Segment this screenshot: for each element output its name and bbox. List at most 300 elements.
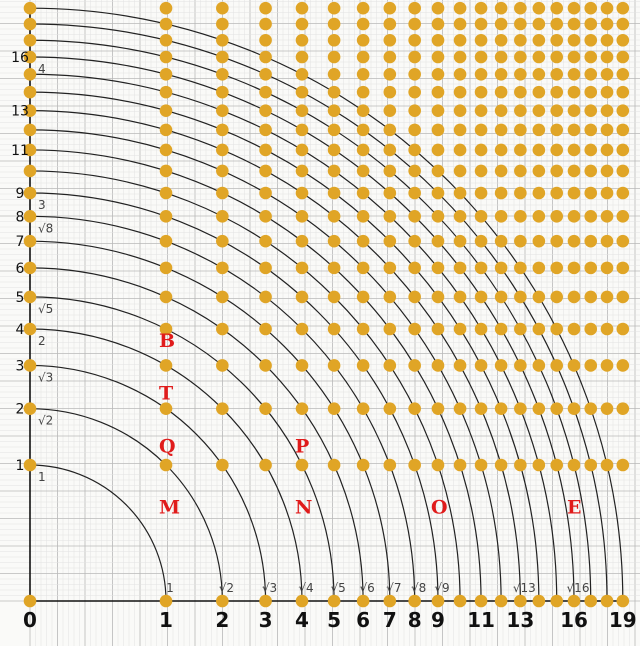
lattice-point [617, 144, 630, 157]
lattice-point [408, 124, 421, 137]
lattice-point [601, 34, 614, 47]
lattice-point [357, 235, 370, 248]
lattice-point [357, 323, 370, 336]
y-axis-label: 1 [15, 458, 25, 474]
y-axis-label: 9 [15, 186, 25, 202]
lattice-point [296, 459, 309, 472]
x-root-label: √16 [566, 581, 590, 595]
lattice-point [584, 18, 597, 31]
lattice-point [514, 187, 527, 200]
lattice-point [601, 86, 614, 99]
lattice-point [617, 323, 630, 336]
lattice-point [408, 459, 421, 472]
lattice-point [584, 262, 597, 275]
lattice-point [259, 124, 272, 137]
lattice-point [259, 262, 272, 275]
lattice-point [432, 359, 445, 372]
lattice-point [296, 595, 309, 608]
lattice-point [328, 104, 341, 117]
x-axis-label: 6 [356, 608, 371, 632]
lattice-point [408, 18, 421, 31]
lattice-point [568, 359, 581, 372]
lattice-point [432, 235, 445, 248]
lattice-point [495, 291, 508, 304]
lattice-point [259, 51, 272, 64]
lattice-point [328, 68, 341, 81]
y-root-label: 4 [38, 62, 46, 76]
lattice-point [384, 262, 397, 275]
x-root-label: √5 [330, 581, 346, 595]
lattice-point [160, 34, 173, 47]
lattice-point [495, 595, 508, 608]
lattice-point [495, 124, 508, 137]
lattice-point [533, 402, 546, 415]
lattice-point [24, 187, 37, 200]
lattice-point [514, 18, 527, 31]
lattice-point [584, 68, 597, 81]
letter-M: M [159, 496, 181, 519]
lattice-point [568, 459, 581, 472]
lattice-point [296, 86, 309, 99]
lattice-point [533, 323, 546, 336]
lattice-point [24, 68, 37, 81]
lattice-point [514, 459, 527, 472]
lattice-point [408, 187, 421, 200]
lattice-point [408, 402, 421, 415]
y-root-label: √8 [38, 221, 54, 236]
lattice-point [432, 165, 445, 178]
y-axis-label: 6 [15, 260, 25, 277]
lattice-point [601, 2, 614, 15]
lattice-point [601, 262, 614, 275]
lattice-point [357, 459, 370, 472]
lattice-point [454, 210, 467, 223]
lattice-point [408, 86, 421, 99]
lattice-point [617, 235, 630, 248]
lattice-point [384, 291, 397, 304]
lattice-point [160, 86, 173, 99]
lattice-point [475, 595, 488, 608]
lattice-point [533, 51, 546, 64]
lattice-point [216, 124, 229, 137]
lattice-point [24, 165, 37, 178]
lattice-point [495, 323, 508, 336]
lattice-point [160, 51, 173, 64]
lattice-point [533, 595, 546, 608]
lattice-point [328, 144, 341, 157]
lattice-point [514, 86, 527, 99]
lattice-point [568, 2, 581, 15]
lattice-point [514, 595, 527, 608]
lattice-point [160, 165, 173, 178]
lattice-point [216, 144, 229, 157]
lattice-point [584, 323, 597, 336]
lattice-point [328, 86, 341, 99]
lattice-point [568, 51, 581, 64]
lattice-point [495, 210, 508, 223]
lattice-point [568, 104, 581, 117]
lattice-point [495, 165, 508, 178]
lattice-point [454, 68, 467, 81]
lattice-point [328, 187, 341, 200]
lattice-point [357, 291, 370, 304]
lattice-point [454, 323, 467, 336]
lattice-point [475, 235, 488, 248]
lattice-point [384, 51, 397, 64]
lattice-point [495, 235, 508, 248]
lattice-point [533, 18, 546, 31]
y-axis-label: 8 [15, 209, 25, 226]
lattice-point [296, 104, 309, 117]
lattice-point [357, 359, 370, 372]
lattice-point [216, 34, 229, 47]
lattice-point [617, 459, 630, 472]
lattice-point [384, 2, 397, 15]
lattice-point [259, 68, 272, 81]
lattice-point [384, 18, 397, 31]
lattice-point [617, 187, 630, 200]
lattice-point [24, 291, 37, 304]
lattice-point [568, 210, 581, 223]
lattice-point [328, 291, 341, 304]
lattice-point [617, 124, 630, 137]
lattice-point [296, 124, 309, 137]
lattice-point [160, 187, 173, 200]
lattice-point [384, 402, 397, 415]
lattice-point [584, 144, 597, 157]
x-axis-label: 4 [295, 608, 309, 632]
lattice-point [550, 144, 563, 157]
lattice-point [495, 86, 508, 99]
lattice-point [432, 18, 445, 31]
lattice-point [601, 18, 614, 31]
lattice-point [617, 210, 630, 223]
letter-B: B [159, 330, 176, 352]
lattice-point [475, 34, 488, 47]
lattice-point [357, 18, 370, 31]
lattice-point [568, 235, 581, 248]
x-axis-label: 0 [23, 608, 37, 632]
letter-P: P [295, 435, 310, 458]
lattice-point [568, 68, 581, 81]
lattice-point [584, 124, 597, 137]
lattice-point [617, 359, 630, 372]
lattice-point [533, 165, 546, 178]
lattice-point [24, 459, 37, 472]
lattice-point [408, 323, 421, 336]
lattice-point [475, 359, 488, 372]
lattice-point [475, 104, 488, 117]
lattice-point [533, 210, 546, 223]
lattice-point [617, 18, 630, 31]
x-axis-label: 5 [327, 608, 342, 632]
lattice-point [550, 595, 563, 608]
lattice-point [328, 34, 341, 47]
lattice-point [617, 291, 630, 304]
lattice-point [408, 51, 421, 64]
lattice-point [454, 51, 467, 64]
lattice-point [432, 86, 445, 99]
x-axis-label: 16 [560, 608, 588, 632]
lattice-point [160, 144, 173, 157]
lattice-point [454, 86, 467, 99]
lattice-point [495, 2, 508, 15]
lattice-point [357, 124, 370, 137]
lattice-point [550, 124, 563, 137]
lattice-point [328, 235, 341, 248]
y-axis-label: 4 [15, 322, 25, 338]
lattice-point [601, 68, 614, 81]
lattice-point [259, 359, 272, 372]
lattice-point [568, 86, 581, 99]
lattice-point [584, 595, 597, 608]
y-axis-label: 5 [15, 289, 25, 306]
lattice-point [514, 262, 527, 275]
lattice-point [24, 235, 37, 248]
y-root-label: √5 [38, 301, 54, 316]
lattice-point [328, 262, 341, 275]
lattice-point [475, 165, 488, 178]
lattice-point [550, 402, 563, 415]
lattice-point [216, 459, 229, 472]
lattice-point [601, 291, 614, 304]
lattice-point [568, 291, 581, 304]
lattice-point [601, 595, 614, 608]
lattice-point [432, 2, 445, 15]
arc-radius-sqrt-3 [30, 365, 266, 601]
lattice-point [160, 68, 173, 81]
lattice-point [408, 235, 421, 248]
lattice-point [24, 124, 37, 137]
lattice-point [550, 86, 563, 99]
lattice-point [216, 68, 229, 81]
lattice-point [514, 124, 527, 137]
lattice-point [533, 104, 546, 117]
lattice-point [475, 210, 488, 223]
lattice-point [550, 210, 563, 223]
lattice-point [408, 144, 421, 157]
lattice-point [357, 262, 370, 275]
y-axis-label: 11 [11, 142, 29, 159]
y-axis-label: 3 [15, 358, 25, 375]
lattice-point [514, 210, 527, 223]
lattice-point [475, 187, 488, 200]
lattice-point [328, 402, 341, 415]
lattice-point [408, 34, 421, 47]
lattice-point [384, 359, 397, 372]
lattice-point [550, 459, 563, 472]
lattice-point [550, 235, 563, 248]
lattice-point [160, 291, 173, 304]
lattice-point [259, 144, 272, 157]
lattice-point [296, 187, 309, 200]
lattice-point [601, 359, 614, 372]
lattice-point [454, 359, 467, 372]
circle-arcs [30, 8, 623, 601]
lattice-point [160, 210, 173, 223]
lattice-point [357, 595, 370, 608]
lattice-point [617, 595, 630, 608]
lattice-point [328, 459, 341, 472]
lattice-point [296, 18, 309, 31]
lattice-point [296, 144, 309, 157]
lattice-point [408, 165, 421, 178]
lattice-point [533, 262, 546, 275]
lattice-point [584, 86, 597, 99]
lattice-point [259, 18, 272, 31]
lattice-point [514, 2, 527, 15]
lattice-point [296, 359, 309, 372]
lattice-point [384, 187, 397, 200]
lattice-point [454, 402, 467, 415]
lattice-point [432, 595, 445, 608]
lattice-point [259, 34, 272, 47]
lattice-point [495, 104, 508, 117]
lattice-point [475, 291, 488, 304]
lattice-point [432, 402, 445, 415]
lattice-point [357, 144, 370, 157]
lattice-point [475, 144, 488, 157]
lattice-point [357, 2, 370, 15]
lattice-point [328, 18, 341, 31]
lattice-point [601, 187, 614, 200]
y-root-label: 1 [38, 470, 46, 484]
lattice-point [584, 34, 597, 47]
lattice-point [408, 262, 421, 275]
lattice-point [601, 323, 614, 336]
arc-radius-sqrt-19 [30, 8, 623, 601]
lattice-point [259, 210, 272, 223]
x-root-label: √7 [386, 581, 402, 595]
lattice-point [432, 459, 445, 472]
lattice-point [454, 18, 467, 31]
lattice-point [216, 402, 229, 415]
lattice-point [384, 86, 397, 99]
lattice-point [550, 323, 563, 336]
lattice-point [296, 323, 309, 336]
lattice-point [259, 165, 272, 178]
x-axis-label: 11 [467, 608, 495, 632]
lattice-point [550, 18, 563, 31]
lattice-point [454, 262, 467, 275]
lattice-point [24, 359, 37, 372]
lattice-point [296, 262, 309, 275]
lattice-point [475, 262, 488, 275]
lattice-point [495, 144, 508, 157]
lattice-point [514, 291, 527, 304]
lattice-point [514, 68, 527, 81]
y-axis-label: 7 [15, 234, 25, 251]
lattice-point [617, 51, 630, 64]
lattice-point [432, 144, 445, 157]
lattice-point [160, 235, 173, 248]
lattice-point [454, 459, 467, 472]
lattice-point [454, 144, 467, 157]
lattice-point [568, 323, 581, 336]
lattice-point [475, 2, 488, 15]
lattice-point [328, 359, 341, 372]
lattice-point [384, 68, 397, 81]
lattice-point [357, 210, 370, 223]
lattice-point [568, 187, 581, 200]
lattice-point [259, 104, 272, 117]
lattice-point [408, 359, 421, 372]
x-root-label: √4 [298, 581, 314, 595]
lattice-point [584, 187, 597, 200]
lattice-point [495, 68, 508, 81]
lattice-point [601, 210, 614, 223]
lattice-point [617, 86, 630, 99]
lattice-point [495, 187, 508, 200]
arc-radius-sqrt-13 [30, 111, 520, 601]
lattice-point [514, 104, 527, 117]
lattice-point [475, 18, 488, 31]
lattice-point [601, 235, 614, 248]
lattice-point [24, 595, 37, 608]
lattice-point [216, 18, 229, 31]
y-root-label: 2 [38, 334, 46, 348]
lattice-point [550, 359, 563, 372]
y-axis-label: 16 [11, 50, 29, 66]
lattice-point [384, 104, 397, 117]
lattice-point [495, 359, 508, 372]
lattice-point [24, 210, 37, 223]
lattice-point [384, 124, 397, 137]
y-root-label: √3 [38, 370, 54, 385]
lattice-point [601, 402, 614, 415]
lattice-point [296, 51, 309, 64]
lattice-point [259, 86, 272, 99]
lattice-point [454, 165, 467, 178]
lattice-point [384, 595, 397, 608]
lattice-point [408, 291, 421, 304]
lattice-point [584, 459, 597, 472]
lattice-point [617, 104, 630, 117]
lattice-point [601, 459, 614, 472]
lattice-point [475, 68, 488, 81]
lattice-point [584, 51, 597, 64]
x-axis-label: 19 [608, 608, 637, 632]
lattice-point [160, 262, 173, 275]
x-axis-label: 3 [258, 608, 273, 632]
lattice-point [432, 68, 445, 81]
lattice-point [408, 104, 421, 117]
x-axis-label: 2 [215, 608, 230, 632]
lattice-point [216, 262, 229, 275]
lattice-point [533, 235, 546, 248]
lattice-point [601, 165, 614, 178]
lattice-point [533, 124, 546, 137]
lattice-point [216, 291, 229, 304]
lattice-point [24, 402, 37, 415]
lattice-point [617, 34, 630, 47]
lattice-point [475, 323, 488, 336]
lattice-point [550, 165, 563, 178]
lattice-point [514, 235, 527, 248]
lattice-point [296, 34, 309, 47]
lattice-point [568, 165, 581, 178]
lattice-point [328, 165, 341, 178]
lattice-point [533, 291, 546, 304]
lattice-point [550, 104, 563, 117]
lattice-point [495, 402, 508, 415]
lattice-point [160, 124, 173, 137]
lattice-point [514, 34, 527, 47]
lattice-point [475, 124, 488, 137]
lattice-point [408, 595, 421, 608]
lattice-point [454, 124, 467, 137]
lattice-point [216, 51, 229, 64]
